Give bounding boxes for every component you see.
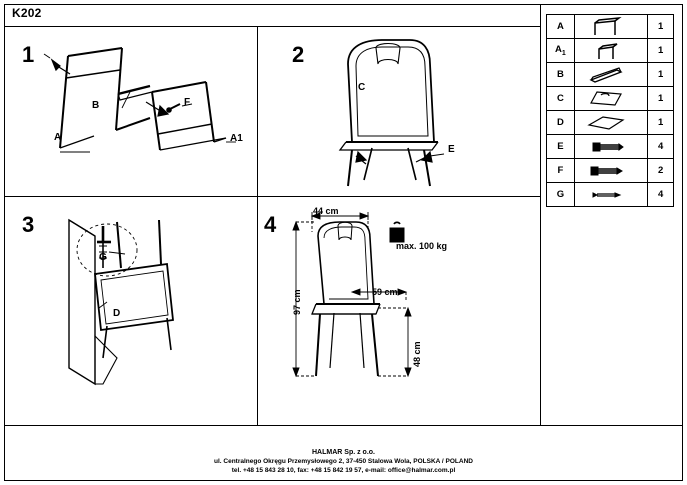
part-qty: 1 [648,63,674,87]
footer-company: HALMAR Sp. z o.o. [312,449,375,456]
table-row [547,183,674,207]
dimension-width-top: 44 cm [313,206,339,216]
step-2-label-C: C [358,82,366,93]
part-code: D [547,111,575,135]
step-1-diagram [30,30,255,190]
table-row [547,87,674,111]
model-title: K202 [12,6,42,20]
part-code: C [547,87,575,111]
footer-address: ul. Centralnego Okręgu Przemysłowego 2, 37-450 Stalowa Wola, POLSKA / POLAND [214,458,473,465]
part-qty: 1 [648,39,674,63]
table-row [547,111,674,135]
part-code: G [547,183,575,207]
part-qty: 4 [648,135,674,159]
part-qty: 4 [648,183,674,207]
step-4-diagram [290,200,520,390]
dimension-total-height: 97 cm [292,289,302,315]
part-qty: 2 [648,159,674,183]
screw-flat-head-icon [574,159,647,183]
step-3-diagram [55,208,235,388]
cross-bar-icon [574,63,647,87]
part-code: F [547,159,575,183]
divider-parts-column [540,5,541,425]
table-row [547,15,674,39]
divider-step3-step4 [257,196,258,425]
step-1-number: 1 [22,42,35,67]
step-2-number: 2 [292,42,305,67]
part-code: E [547,135,575,159]
step-1-label-B: B [92,100,100,111]
step-1-label-A1: A1 [230,133,243,144]
step-2-diagram [312,30,527,192]
screw-small-icon [574,183,647,207]
parts-table [546,14,674,207]
step-3-label-G: G [99,252,107,263]
part-code: A [547,15,575,39]
step-3-label-D: D [113,308,121,319]
frame-leg-pair-icon [574,15,647,39]
backrest-icon [574,87,647,111]
table-row [547,135,674,159]
step-3-number: 3 [22,212,35,237]
seat-panel-icon [574,111,647,135]
table-row [547,63,674,87]
part-qty: 1 [648,87,674,111]
table-row [547,39,674,63]
max-load-label: max. 100 kg [396,241,448,251]
dimension-seat-height: 48 cm [412,341,422,367]
divider-step1-step2 [257,26,258,196]
step-4-number: 4 [264,212,277,237]
part-code: $A_1$ [547,39,575,63]
part-qty: 1 [648,111,674,135]
divider-middle [5,196,540,197]
frame-leg-pair-icon [574,39,647,63]
footer-contact: tel. +48 15 843 28 10, fax: +48 15 842 19 57, e-mail: office@halmar.com.pl [231,467,456,474]
screw-flat-head-icon [574,135,647,159]
step-2-label-E: E [448,144,455,155]
part-qty: 1 [648,15,674,39]
divider-footer [5,425,682,426]
dimension-seat-width: 59 cm [372,287,398,297]
table-row [547,159,674,183]
part-code: B [547,63,575,87]
divider-title [5,26,540,27]
footer [0,448,687,475]
step-1-label-A: A [54,132,62,143]
step-1-label-F: F [184,97,191,108]
